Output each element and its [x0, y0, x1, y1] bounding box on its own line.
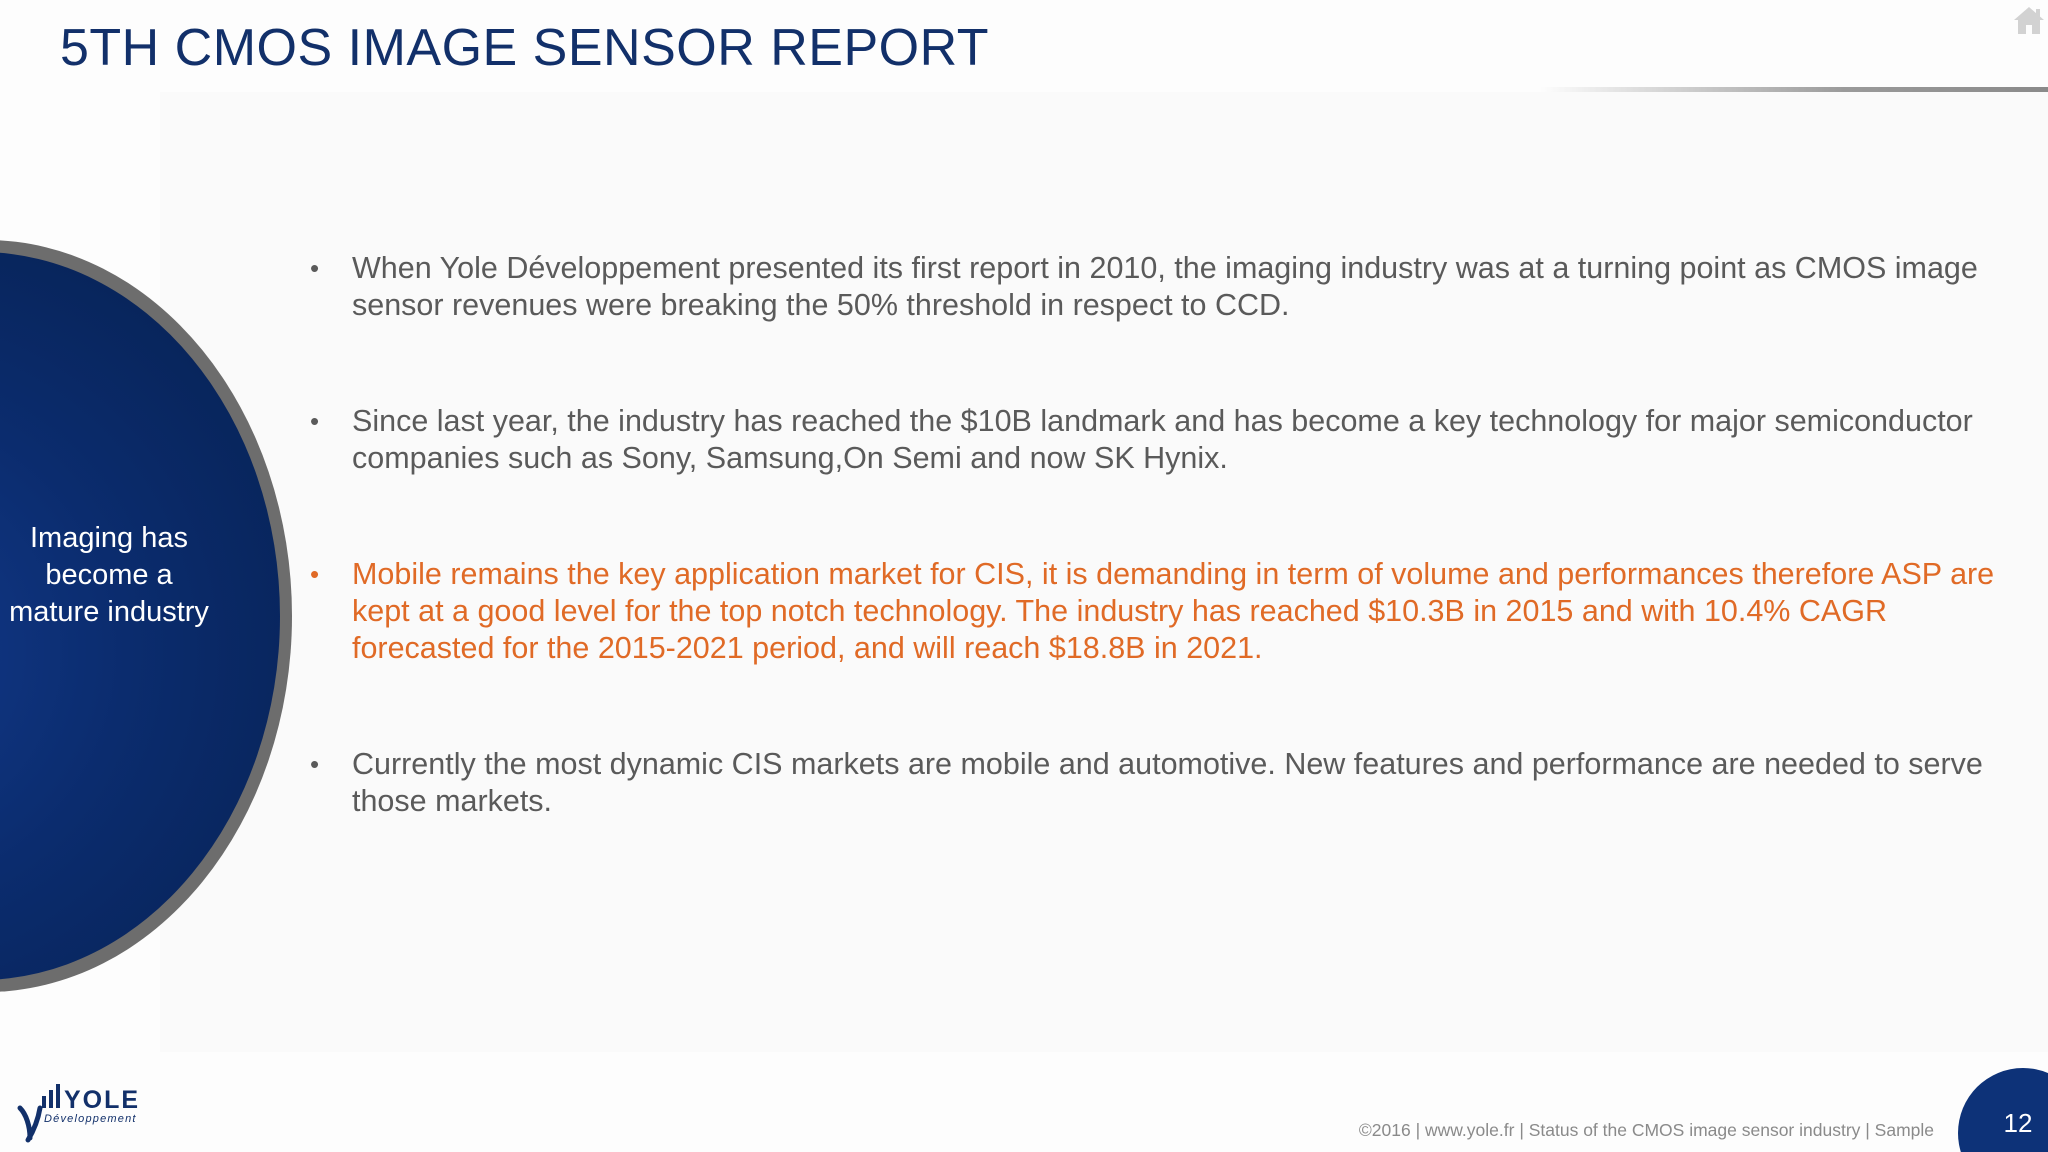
slide-title: 5TH CMOS IMAGE SENSOR REPORT — [60, 19, 989, 77]
bullet-text: Mobile remains the key application market for CIS, it is demanding in term of volume and performances therefore ASP are kept at a good level for the top notch technology. The industry has reached $10.3B in 2015 and with 10.4% CAGR forecasted for the 2015-2021 period, and will reach $18.8B in 2021. — [352, 557, 1995, 665]
logo-subtitle: Développement — [44, 1113, 137, 1125]
bullet-marker: • — [310, 253, 320, 283]
section-label: Imaging has become a mature industry — [9, 522, 209, 628]
title-divider — [1540, 87, 2048, 92]
bullet-item-highlight — [300, 556, 2000, 667]
bullet-text: Currently the most dynamic CIS markets are mobile and automotive. New features and performance are needed to serve those markets. — [352, 747, 1983, 818]
bullet-item — [300, 250, 2000, 324]
page-number: 12 — [2003, 1108, 2033, 1138]
home-icon[interactable] — [2012, 4, 2046, 36]
bullet-marker: • — [310, 749, 320, 779]
bullet-text: When Yole Développement presented its first report in 2010, the imaging industry was at a turning point as CMOS image sensor revenues were breaking the 50% threshold in respect to CCD. — [352, 251, 1978, 322]
bullet-marker: • — [310, 406, 320, 436]
bullet-text: Since last year, the industry has reached the $10B landmark and has become a key technology for major semiconductor companies such as Sony, Samsung,On Semi and now SK Hynix. — [352, 404, 1973, 475]
bullet-item — [300, 403, 2000, 477]
footer-text: ©2016 | www.yole.fr | Status of the CMOS image sensor industry | Sample — [1358, 1120, 1934, 1140]
bullet-marker: • — [310, 559, 320, 589]
yole-logo-icon — [16, 1074, 156, 1144]
logo-brand: YOLE — [64, 1086, 141, 1114]
bullet-item — [300, 746, 2000, 820]
